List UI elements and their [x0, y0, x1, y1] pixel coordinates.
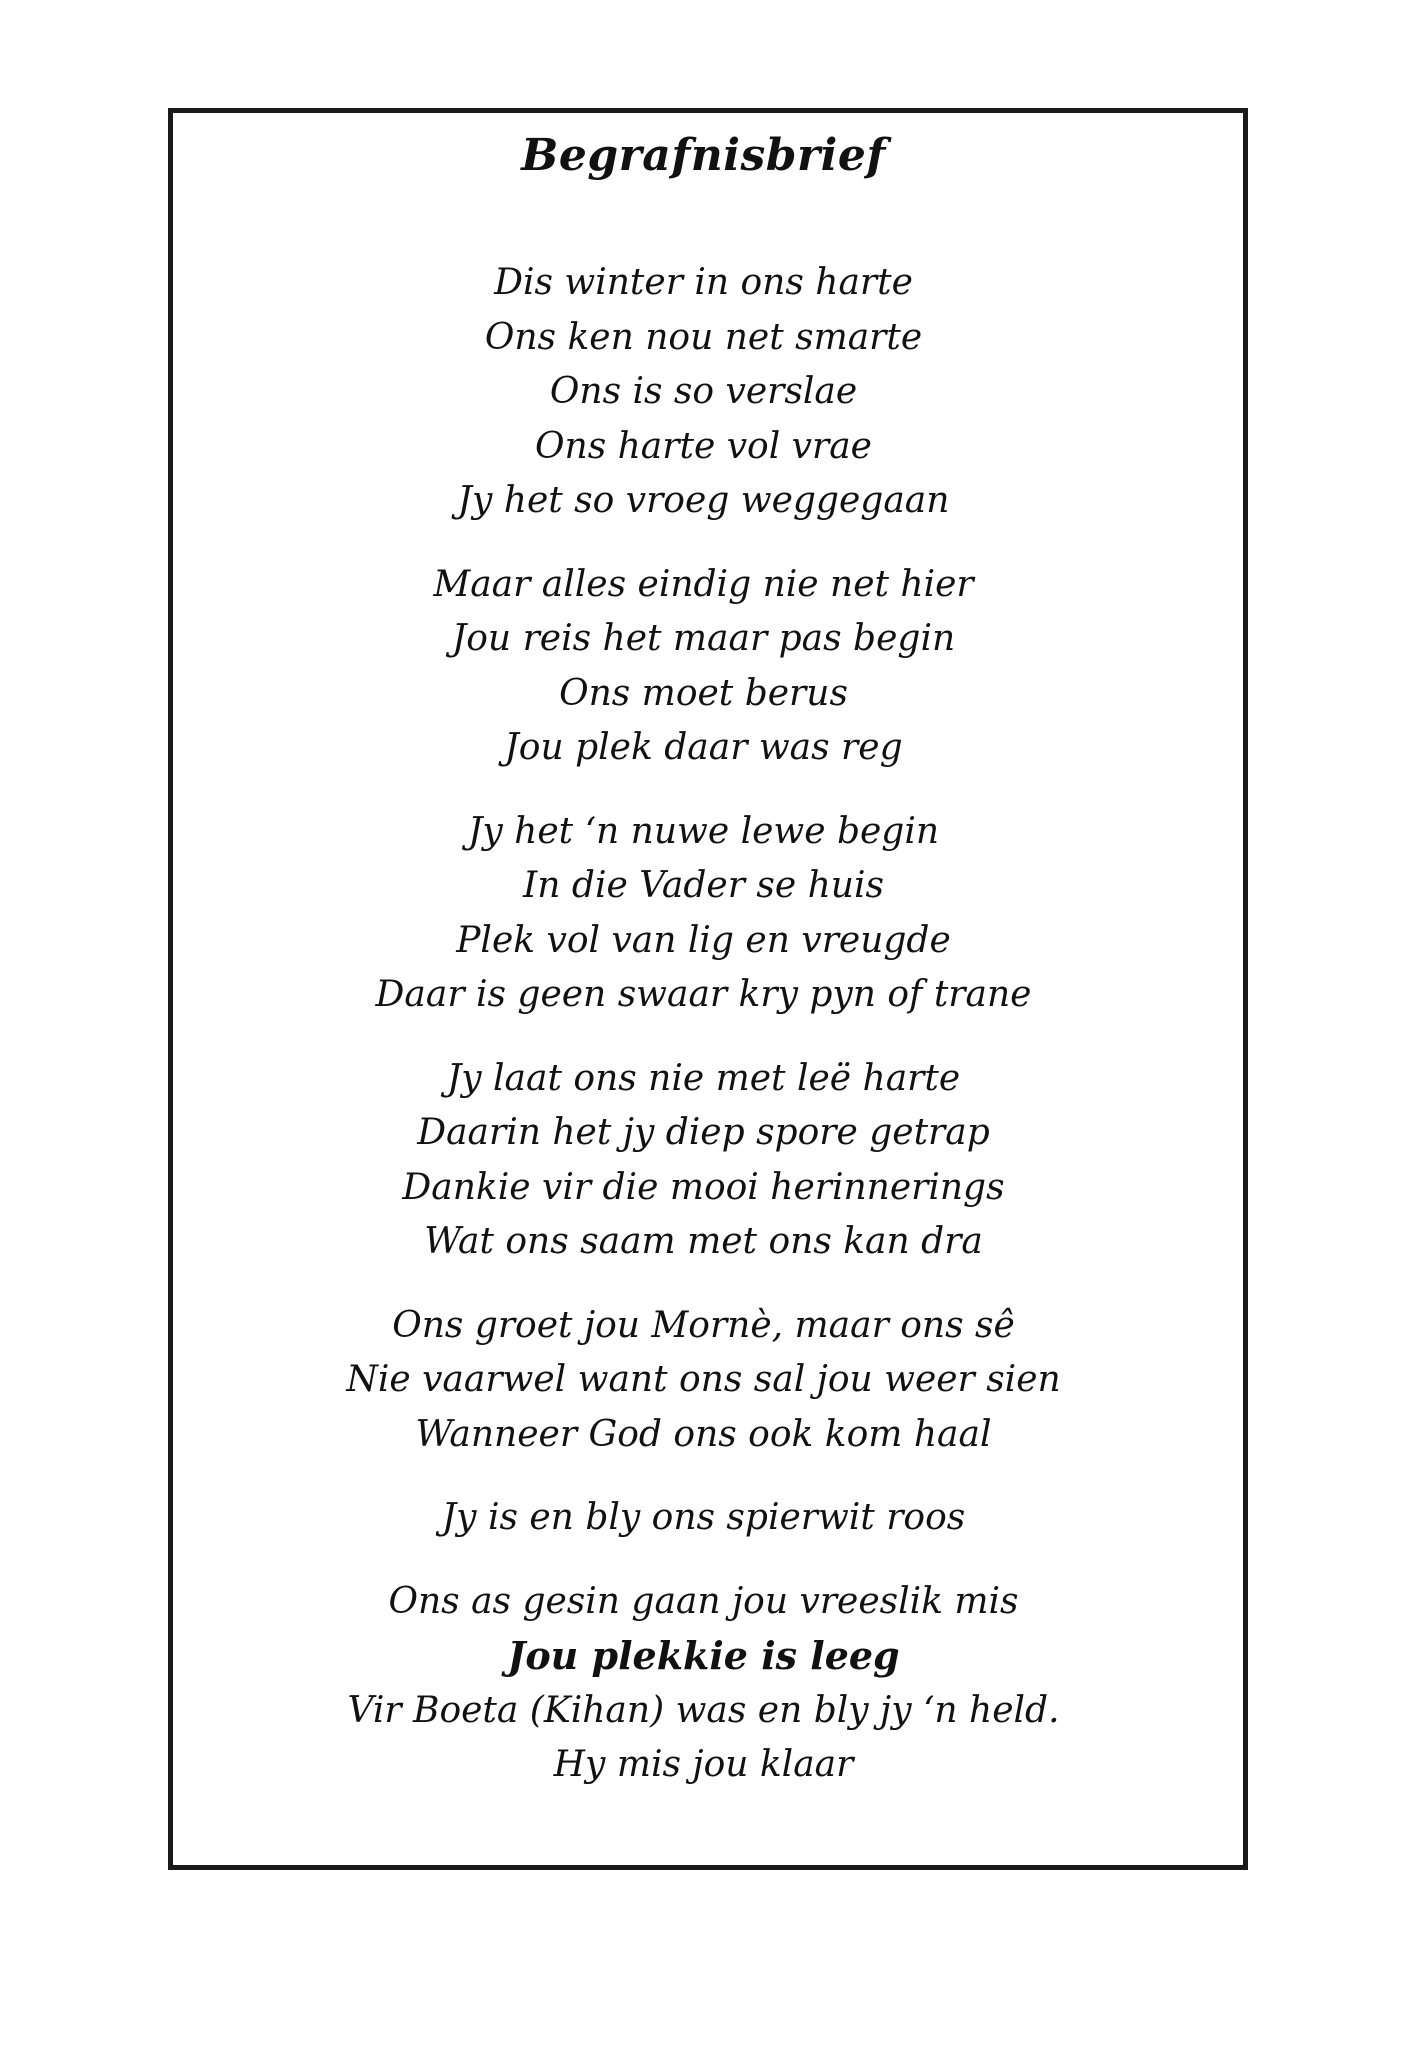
poem-line: Daar is geen swaar kry pyn of trane [375, 974, 1032, 1015]
poem-line: Wat ons saam met ons kan dra [424, 1221, 983, 1262]
poem-line: Jou plek daar was reg [504, 727, 903, 768]
poem-line: Ons ken nou net smarte [484, 316, 923, 358]
poem-stanza [0, 1575, 1407, 1793]
poem-line: Jy laat ons nie met leë harte [446, 1057, 961, 1099]
poem-line: Jou reis het maar pas begin [451, 618, 956, 659]
poem-line: Ons moet berus [559, 672, 848, 714]
poem-body [0, 256, 1407, 1822]
poem-stanza [0, 558, 1407, 776]
poem-line: Maar alles eindig nie net hier [433, 563, 974, 605]
poem-line: Vir Boeta (Kihan) was en bly jy ‘n held. [347, 1689, 1060, 1731]
poem-line: Jy het so vroeg weggegaan [457, 480, 950, 521]
poem-stanza [0, 1491, 1407, 1546]
poem-stanza [0, 256, 1407, 529]
poem-line: Hy mis jou klaar [553, 1744, 854, 1785]
poem-line: Daarin het jy diep spore getrap [417, 1112, 990, 1153]
poem-line: Jy is en bly ons spierwit roos [441, 1497, 966, 1538]
poem-stanza [0, 805, 1407, 1023]
poem-line: Dankie vir die mooi herinnerings [402, 1166, 1005, 1208]
poem-line: Dis winter in ons harte [494, 262, 913, 303]
poem-line: Ons as gesin gaan jou vreeslik mis [388, 1580, 1019, 1622]
poem-line: Plek vol van lig en vreugde [456, 919, 951, 961]
document-title: Begrafnisbrief [521, 130, 886, 181]
poem-line: Ons groet jou Mornè, maar ons sê [392, 1304, 1015, 1346]
poem-line: Wanneer God ons ook kom haal [415, 1413, 992, 1455]
poem-line: Jy het ‘n nuwe lewe begin [467, 810, 940, 852]
poem-line-emphasis: Jou plekkie is leeg [507, 1633, 900, 1678]
poem-stanza [0, 1299, 1407, 1463]
poem-stanza [0, 1052, 1407, 1270]
poem-line: Nie vaarwel want ons sal jou weer sien [346, 1359, 1061, 1400]
poem-line: In die Vader se huis [523, 865, 884, 906]
poem-line: Ons harte vol vrae [535, 425, 872, 467]
poem-line: Ons is so verslae [549, 371, 858, 412]
